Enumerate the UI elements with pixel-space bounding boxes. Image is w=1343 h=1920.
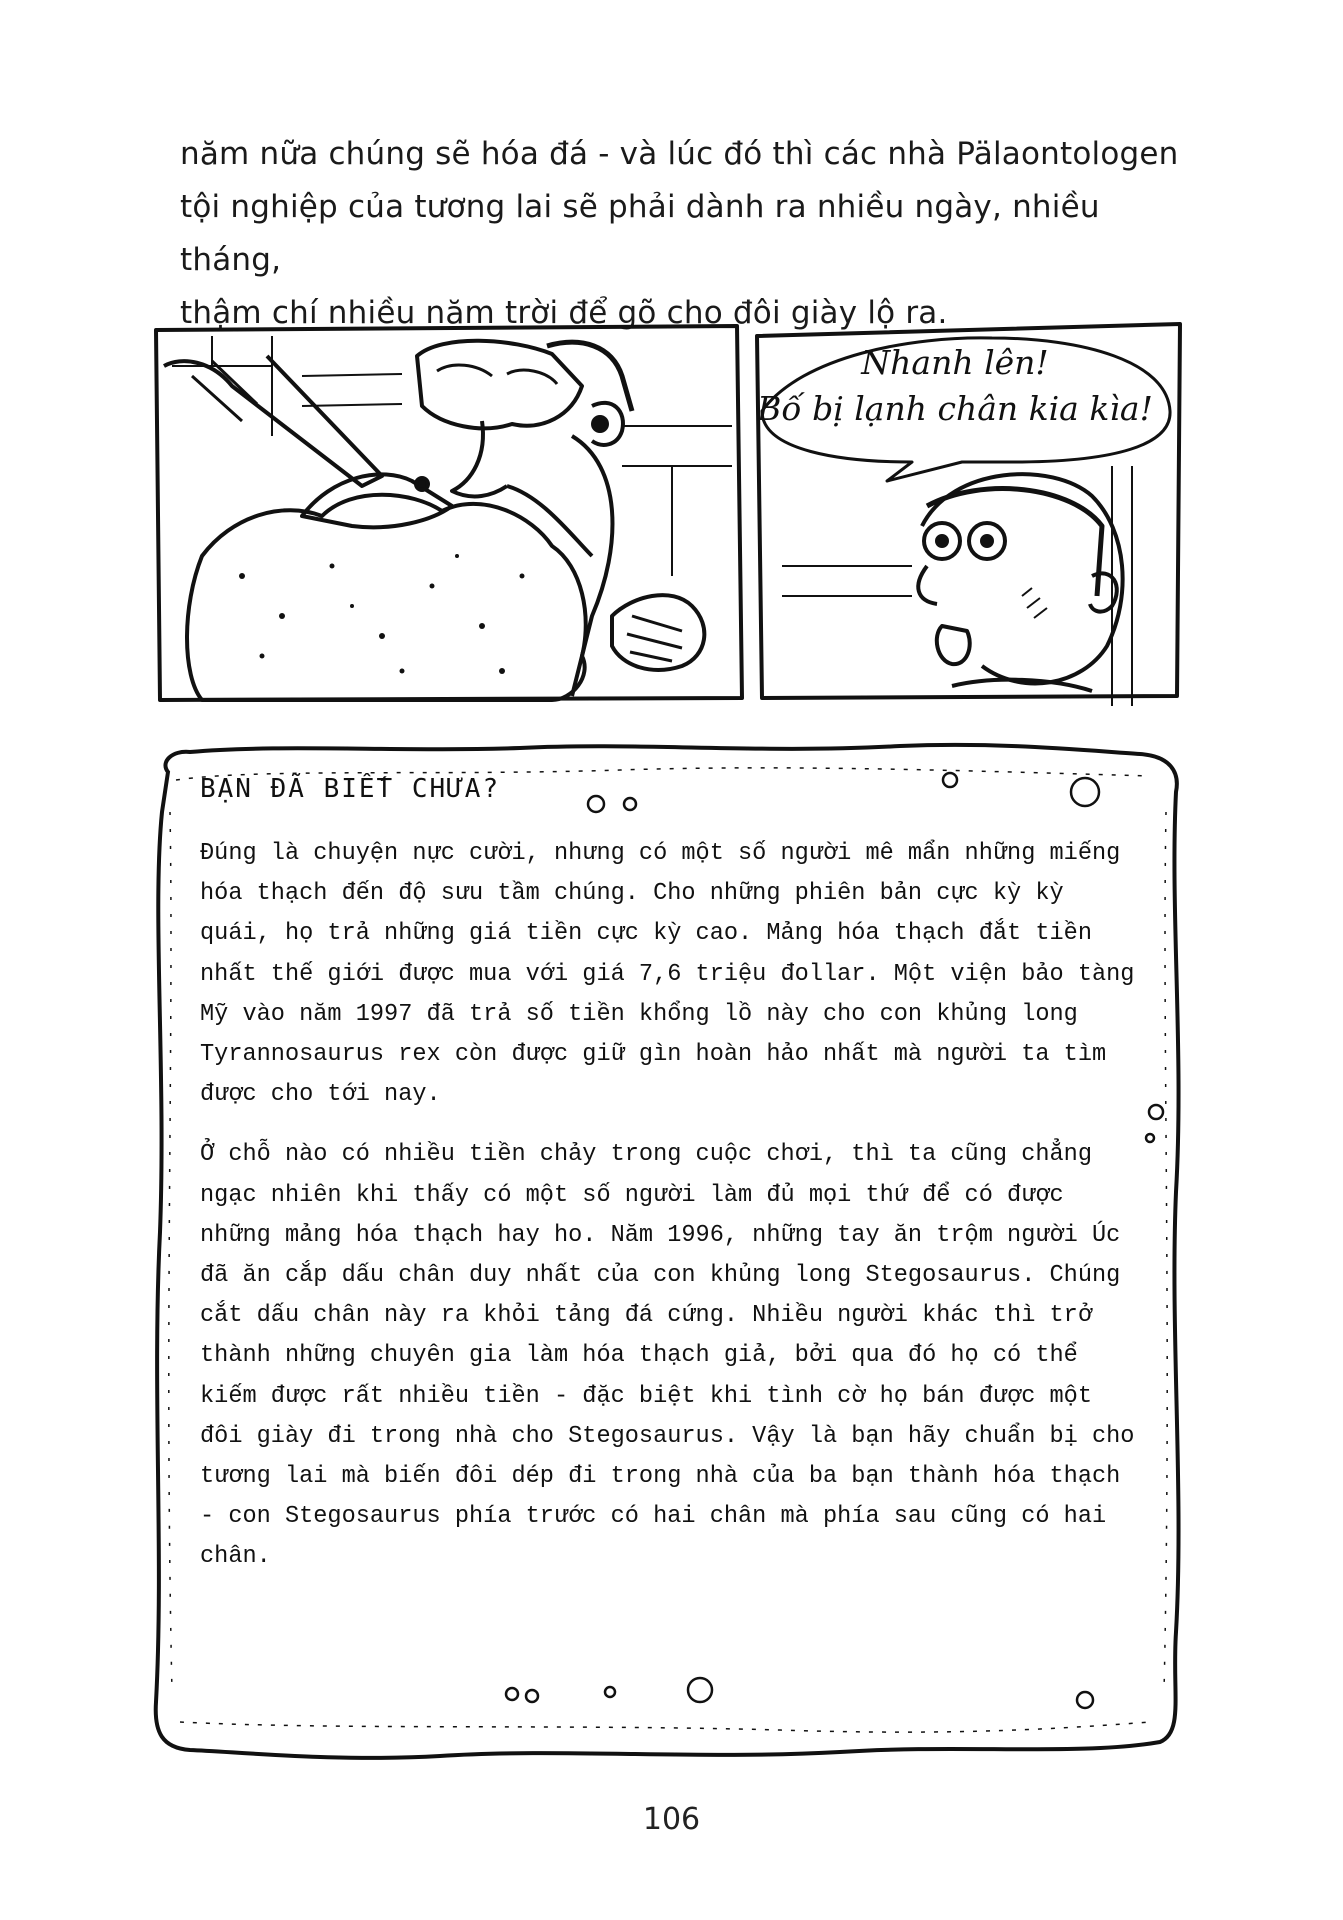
intro-line: thậm chí nhiều năm trời để gõ cho đôi giày lộ ra. [180,295,948,331]
left-panel-illustration [156,326,742,700]
intro-line: năm nữa chúng sẽ hóa đá - và lúc đó thì các nhà Pälaontologen [180,136,1179,172]
fact-box-body [200,834,1145,1598]
speech-bubble [745,340,1165,432]
speech-line: Bố bị lạnh chân kia kìa! [757,389,1153,428]
fact-paragraph: Đúng là chuyện nực cười, nhưng có một số người mê mẩn những miếng hóa thạch đến độ sưu tầm chúng. Cho những phiên bản cực kỳ kỳ quái, họ trả những giá tiền cực kỳ cao. Mảng hóa thạch đắt tiền nhất thế giới được mua với giá 7,6 triệu đollar. Một viện bảo tàng Mỹ vào năm 1997 đã trả số tiền khổng lồ này cho con khủng long Tyrannosaurus rex còn được giữ gìn hoàn hảo nhất mà người ta tìm được cho tới nay. [200,840,1135,1109]
speech-line: Nhanh lên! [861,343,1049,382]
fact-box-title: BẠN ĐÃ BIẾT CHƯA? [200,774,501,804]
intro-paragraph [180,128,1200,340]
fact-paragraph: Ở chỗ nào có nhiều tiền chảy trong cuộc chơi, thì ta cũng chẳng ngạc nhiên khi thấy có một số người làm đủ mọi thứ để có được những mảng hóa thạch hay ho. Năm 1996, những tay ăn trộm người Úc đã ăn cắp dấu chân duy nhất của con khủng long Stegosaurus. Chúng cắt dấu chân này ra khỏi tảng đá cứng. Nhiều người khác thì trở thành những chuyên gia làm hóa thạch giả, bởi qua đó họ có thể kiếm được rất nhiều tiền - đặc biệt khi tình cờ họ bán được một đôi giày đi trong nhà cho Stegosaurus. Vậy là bạn hãy chuẩn bị cho tương lai mà biến đôi dép đi trong nhà của ba bạn thành hóa thạch - con Stegosaurus phía trước có hai chân mà phía sau cũng có hai chân. [200,1141,1135,1571]
page-number: 106 [642,1802,701,1837]
intro-line: tội nghiệp của tương lai sẽ phải dành ra nhiều ngày, nhiều tháng, [180,189,1100,278]
